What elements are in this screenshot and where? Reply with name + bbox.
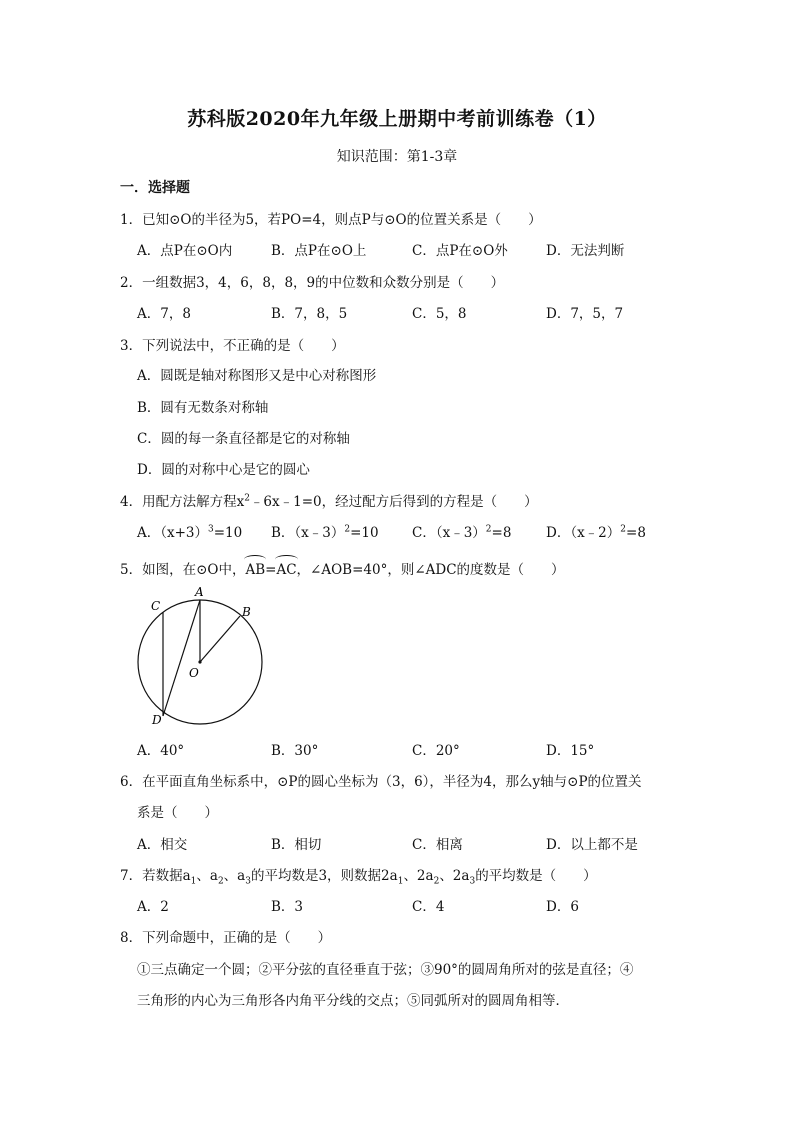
question-5-stem-a: 5．如图，在⊙O中，: [120, 562, 246, 578]
option-text: A．（x+3）: [137, 525, 209, 541]
question-4-stem-exponent: 2: [244, 493, 250, 504]
equals-sign: =: [265, 562, 277, 578]
question-2-option-a: A．7，8: [137, 306, 191, 322]
question-5-option-a: A．40°: [137, 743, 185, 759]
radius-ob: [200, 616, 240, 662]
subscript: 3: [245, 876, 251, 887]
option-text: =10: [350, 525, 379, 541]
question-5-stem: [120, 558, 565, 578]
question-2-option-b: B．7，8，5: [271, 306, 348, 322]
stem-text: 、2a: [403, 868, 434, 884]
question-6-option-b: B．相切: [271, 837, 322, 853]
question-2-stem: 2．一组数据3，4，6，8，8，9的中位数和众数分别是（ ）: [120, 275, 505, 291]
question-1-option-c: C．点P在⊙O外: [412, 243, 508, 259]
question-4-option-a: [137, 521, 242, 541]
question-1-option-d: D．无法判断: [546, 243, 625, 259]
stem-text: 7．若数据a: [120, 868, 191, 884]
page-subtitle: 知识范围：第1-3章: [336, 149, 458, 165]
chord-ad: [163, 600, 200, 716]
question-7-option-b: B．3: [271, 899, 304, 915]
stem-text: 、a: [196, 868, 218, 884]
stem-text: 、a: [223, 868, 246, 884]
option-text: B．（x﹣3）: [271, 525, 345, 541]
question-4-option-c: [412, 521, 511, 541]
subscript: 2: [217, 876, 224, 887]
page-title: 苏科版2020年九年级上册期中考前训练卷（1）: [187, 108, 607, 130]
question-7-option-d: D．6: [546, 899, 579, 915]
question-4-stem-b: ﹣6x﹣1=0，经过配方后得到的方程是（ ）: [249, 494, 538, 510]
question-7-option-c: C．4: [412, 899, 445, 915]
question-7-option-a: A．2: [137, 899, 169, 915]
label-d: D: [152, 713, 162, 727]
question-1-option-a: A．点P在⊙O内: [137, 243, 233, 259]
section-title: 一．选择题: [120, 180, 190, 196]
stem-text: 、2a: [439, 868, 470, 884]
question-1-option-b: B．点P在⊙O上: [271, 243, 367, 259]
question-5-stem-b: ，∠AOB=40°，则∠ADC的度数是（ ）: [296, 562, 565, 578]
subscript: 1: [397, 876, 404, 887]
subscript: 2: [433, 876, 440, 887]
question-8-stem: 8．下列命题中，正确的是（ ）: [120, 930, 332, 946]
label-c: C: [151, 599, 161, 613]
option-text: =8: [491, 525, 512, 541]
option-text: =10: [213, 525, 243, 541]
option-exponent: 2: [344, 524, 351, 535]
question-7-stem: [120, 864, 597, 887]
option-text: C．（x﹣3）: [412, 525, 486, 541]
option-exponent: 3: [208, 524, 214, 535]
subscript: 1: [190, 876, 197, 887]
question-8-body-line-2: 三角形的内心为三角形各内角平分线的交点；⑤同弧所对的圆周角相等．: [137, 993, 569, 1009]
question-3-option-d: D．圆的对称中心是它的圆心: [137, 462, 310, 478]
arc-ab: AB: [245, 562, 266, 578]
option-exponent: 2: [485, 524, 492, 535]
option-exponent: 2: [620, 524, 627, 535]
question-6-stem-continued: 系是（ ）: [137, 805, 218, 821]
question-5-option-b: B．30°: [271, 743, 319, 759]
question-4-option-b: [271, 521, 379, 541]
question-6-option-c: C．相离: [412, 837, 463, 853]
arc-ac: AC: [276, 562, 297, 578]
question-5-option-c: C．20°: [412, 743, 460, 759]
question-2-option-c: C．5，8: [412, 306, 467, 322]
question-5-option-d: D．15°: [546, 743, 595, 759]
question-6-option-d: D．以上都不是: [546, 837, 638, 853]
question-2-option-d: D．7，5，7: [546, 306, 624, 322]
question-3-stem: 3．下列说法中，不正确的是（ ）: [120, 338, 345, 354]
question-6-stem: 6．在平面直角坐标系中，⊙P的圆心坐标为（3，6），半径为4，那么y轴与⊙P的位置关: [120, 774, 642, 790]
subscript: 3: [469, 876, 476, 887]
question-4-stem: [120, 490, 538, 510]
label-b: B: [242, 605, 251, 619]
question-4-stem-a: 4．用配方法解方程x: [120, 494, 245, 510]
stem-text: 的平均数是3，则数据2a: [250, 868, 398, 884]
option-text: D．（x﹣2）: [546, 525, 621, 541]
question-4-option-d: [546, 521, 646, 541]
label-a: A: [195, 585, 204, 599]
question-3-option-b: B．圆有无数条对称轴: [137, 400, 269, 416]
option-text: =8: [626, 525, 646, 541]
question-6-option-a: A．相交: [137, 837, 188, 853]
question-3-option-c: C．圆的每一条直径都是它的对称轴: [137, 431, 350, 447]
question-3-option-a: A．圆既是轴对称图形又是中心对称图形: [137, 368, 377, 384]
question-1-stem: 1．已知⊙O的半径为5，若PO=4，则点P与⊙O的位置关系是（ ）: [120, 212, 542, 228]
stem-text: 的平均数是（ ）: [475, 868, 597, 884]
label-o: O: [189, 666, 199, 680]
center-point: [198, 660, 201, 663]
question-8-body-line-1: ①三点确定一个圆；②平分弦的直径垂直于弦；③90°的圆周角所对的弦是直径；④: [137, 962, 634, 978]
circle-figure: [130, 584, 275, 729]
